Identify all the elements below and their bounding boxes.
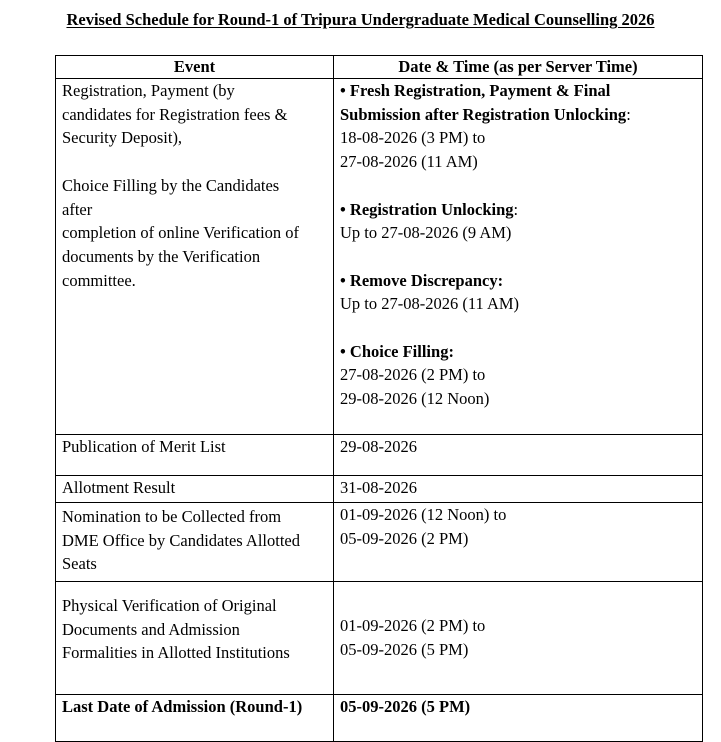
event-line: candidates for Registration fees & bbox=[62, 104, 288, 124]
table-row-physical-verification bbox=[56, 582, 703, 695]
event-cell-allotment-result: Allotment Result bbox=[56, 476, 334, 503]
table-row-registration bbox=[56, 79, 703, 435]
event-cell-registration bbox=[56, 79, 334, 435]
date-cell-physical-verification bbox=[334, 582, 703, 695]
date-cell-nomination bbox=[334, 503, 703, 582]
schedule-block-fresh-registration bbox=[340, 79, 698, 174]
event-cell-physical-verification bbox=[56, 582, 334, 695]
event-cell-nomination bbox=[56, 503, 334, 582]
block-heading: • Choice Filling: bbox=[340, 341, 454, 361]
block-value: Up to 27-08-2026 (9 AM) bbox=[340, 223, 512, 243]
event-line: Registration, Payment (by bbox=[62, 81, 235, 100]
event-line: Formalities in Allotted Institutions bbox=[62, 643, 290, 663]
header-event: Event bbox=[56, 56, 334, 79]
table-row-nomination bbox=[56, 503, 703, 582]
header-date-time: Date & Time (as per Server Time) bbox=[334, 56, 703, 79]
date-cell-last-date-admission: 05-09-2026 (5 PM) bbox=[334, 695, 703, 742]
event-line: Physical Verification of Original bbox=[62, 596, 277, 615]
event-line: after bbox=[62, 199, 93, 219]
event-cell-last-date-admission: Last Date of Admission (Round-1) bbox=[56, 695, 334, 742]
date-cell-merit-list: 29-08-2026 bbox=[334, 435, 703, 476]
block-spacer bbox=[340, 245, 698, 269]
block-spacer bbox=[340, 174, 698, 198]
event-line: Seats bbox=[62, 554, 97, 574]
date-line: 05-09-2026 (5 PM) bbox=[340, 640, 469, 659]
event-line: Nomination to be Collected from bbox=[62, 507, 282, 526]
schedule-table bbox=[55, 55, 703, 742]
block-heading: Submission after Registration Unlocking bbox=[340, 104, 627, 124]
date-cell-registration bbox=[334, 79, 703, 435]
event-line: completion of online Verification of bbox=[62, 223, 300, 243]
block-heading: • Fresh Registration, Payment & Final bbox=[340, 81, 611, 100]
date-line: 05-09-2026 (2 PM) bbox=[340, 528, 469, 548]
schedule-block-remove-discrepancy bbox=[340, 269, 698, 316]
block-heading-suffix: : bbox=[626, 104, 631, 124]
event-line: Choice Filling by the Candidates bbox=[62, 175, 280, 195]
event-line: DME Office by Candidates Allotted bbox=[62, 530, 300, 550]
event-cell-merit-list: Publication of Merit List bbox=[56, 435, 334, 476]
schedule-block-choice-filling bbox=[340, 340, 698, 411]
table-row-last-date-admission bbox=[56, 695, 703, 742]
block-value: 18-08-2026 (3 PM) to bbox=[340, 128, 486, 148]
event-line: Documents and Admission bbox=[62, 619, 240, 639]
document-title: Revised Schedule for Round-1 of Tripura Undergraduate Medical Counselling 2026 bbox=[66, 10, 655, 29]
block-value: Up to 27-08-2026 (11 AM) bbox=[340, 294, 520, 314]
date-line: 01-09-2026 (2 PM) to bbox=[340, 616, 486, 636]
event-line: committee. bbox=[62, 270, 136, 290]
event-line: documents by the Verification bbox=[62, 246, 261, 266]
block-value: 29-08-2026 (12 Noon) bbox=[340, 389, 490, 409]
date-line: 01-09-2026 (12 Noon) to bbox=[340, 505, 507, 524]
event-line-spacer bbox=[62, 150, 329, 174]
table-row-allotment-result bbox=[56, 476, 703, 503]
block-value: 27-08-2026 (2 PM) to bbox=[340, 365, 486, 385]
table-header-row bbox=[56, 56, 703, 79]
block-heading: • Registration Unlocking bbox=[340, 199, 514, 219]
block-heading: • Remove Discrepancy: bbox=[340, 270, 504, 290]
block-heading-suffix: : bbox=[513, 199, 519, 219]
table-row-merit-list bbox=[56, 435, 703, 476]
date-cell-allotment-result: 31-08-2026 bbox=[334, 476, 703, 503]
event-line: Security Deposit), bbox=[62, 128, 183, 148]
block-spacer bbox=[340, 316, 698, 340]
schedule-block-registration-unlocking bbox=[340, 198, 698, 245]
block-value: 27-08-2026 (11 AM) bbox=[340, 152, 478, 172]
